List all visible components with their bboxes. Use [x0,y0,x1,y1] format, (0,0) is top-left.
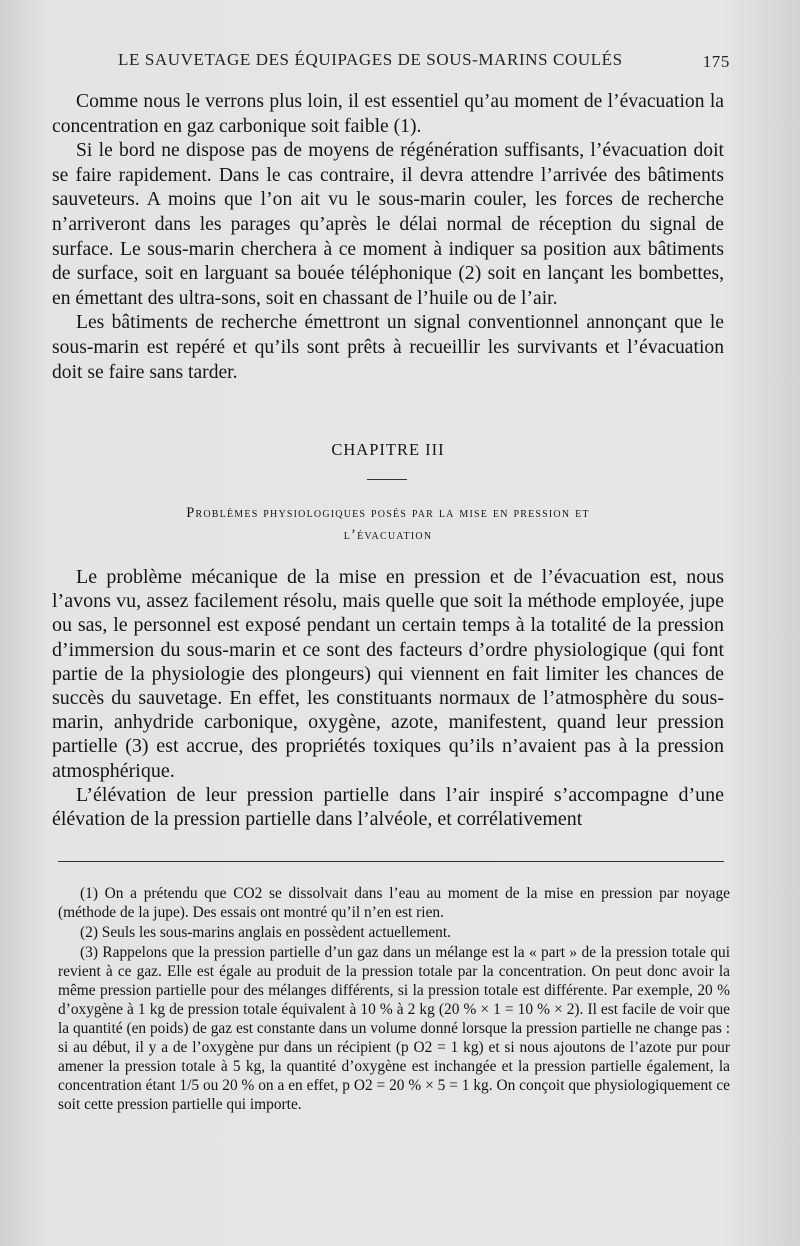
paragraph: Les bâtiments de recherche émettront un signal conventionnel annonçant que le sous-marin est repéré et qu’ils sont prêts à recueillir les survivants et l’évacuation doit se faire sans tarder. [52,312,724,383]
section-title-line-1: Problèmes physiologiques posés par la mise en pression et [186,505,590,521]
footnote: (2) Seuls les sous-marins anglais en possèdent actuellement. [80,924,451,941]
main-text-block [52,565,724,831]
paragraph: L’élévation de leur pression partielle dans l’air inspiré s’accompagne d’une élévation de la pression partielle dans l’alvéole, et corrélativement [52,783,724,831]
paragraph: Le problème mécanique de la mise en pression et de l’évacuation est, nous l’avons vu, assez facilement résolu, mais quelle que soit la méthode employée, jupe ou sas, le personnel est exposé pendant un certain temps à la totalité de la pression d’immersion du sous-marin et ce sont des facteurs d’ordre physiologique (qui font partie de la physiologie des plongeurs) qui viennent en fait limiter les chances de succès du sauvetage. En effet, les constituants normaux de l’atmosphère du sous-marin, anhydride carbonique, oxygène, azote, manifestent, quand leur pression partielle (3) est accrue, des propriétés toxiques qu’ils n’avaient pas à la pression atmosphérique. [52,566,724,782]
footnote: (3) Rappelons que la pression partielle d’un gaz dans un mélange est la « part » de la pression totale qui revient à ce gaz. Elle est égale au produit de la pression totale par la concentration. On peut donc avoir la même pression partielle pour des mélanges différents, si la pression totale est différente. Par exemple, 20 % d’oxygène à 1 kg de pression totale équivalent à 10 % à 2 kg (20 % × 1 = 10 % × 2). Il est facile de voir que la quantité (en poids) de gaz est constante dans un volume donné lorsque la pression partielle ne change pas : si au début, il y a de l’oxygène pur dans un récipient (p O2 = 1 kg) et si nous ajoutons de l’azote pur pour amener la pression totale à 5 kg, la quantité d’oxygène est inchangée et la pression partielle également, la concentration étant 1/5 ou 20 % on a en effet, p O2 = 20 % × 5 = 1 kg. On conçoit que physiologiquement ce soit cette pression partielle qui importe. [58,944,730,1113]
footnote: (1) On a prétendu que CO2 se dissolvait dans l’eau au moment de la mise en pression par noyage (méthode de la jupe). Des essais ont montré qu’il n’en est rien. [58,885,730,921]
running-title: LE SAUVETAGE DES ÉQUIPAGES DE SOUS-MARINS COULÉS [118,50,623,69]
section-title [52,502,724,546]
footnotes [58,884,730,1115]
section-title-line-2: l’évacuation [343,527,433,543]
page-number: 175 [702,52,730,71]
paragraph: Si le bord ne dispose pas de moyens de régénération suffisants, l’évacuation doit se faire rapidement. Dans le cas contraire, il devra attendre l’arrivée des bâtiments sauveteurs. A moins que l’on ait vu le sous-marin couler, les forces de recherche n’arriveront dans les parages qu’après le délai normal de réception du signal de surface. Le sous-marin cherchera à ce moment à indiquer sa position aux bâtiments de surface, soit en larguant sa bouée téléphonique (2) soit en lançant les bombettes, en émettant des ultra-sons, soit en chassant de l’huile ou de l’air. [52,140,724,309]
chapter-heading: CHAPITRE III [331,440,445,459]
top-text-block [52,90,724,385]
footnote-rule [58,861,724,862]
chapter-divider [367,479,407,480]
paragraph: Comme nous le verrons plus loin, il est essentiel qu’au moment de l’évacuation la concentration en gaz carbonique soit faible (1). [52,91,724,137]
